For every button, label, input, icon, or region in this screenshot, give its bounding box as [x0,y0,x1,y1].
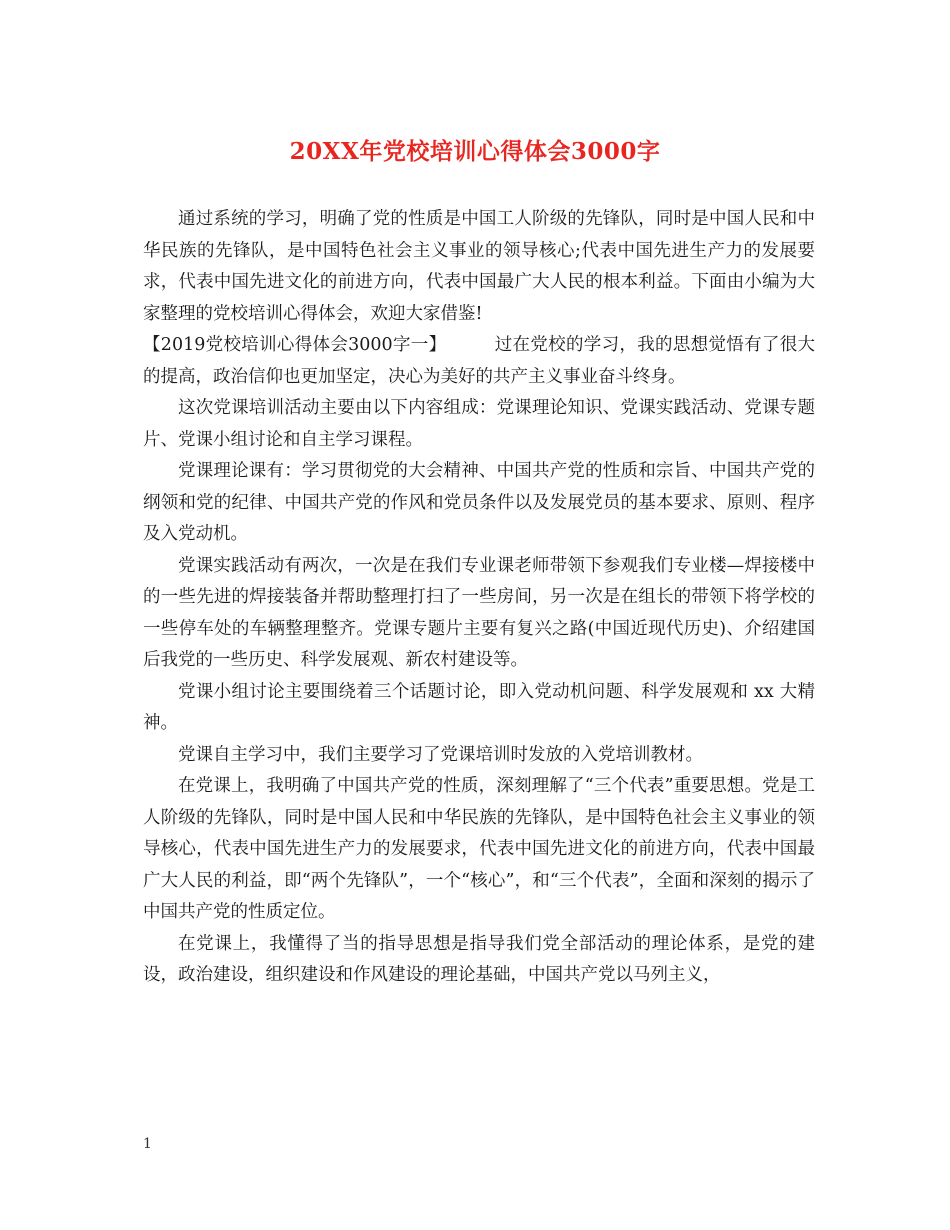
document-title: 20XX年党校培训心得体会3000字 [289,138,661,165]
body-paragraph: 在党课上，我懂得了当的指导思想是指导我们党全部活动的理论体系，是党的建设，政治建设，组织建设和作风建设的理论基础，中国共产党以马列主义， [143,933,815,985]
page-number: 1 [143,1136,152,1152]
section-first-text: 过在党校的学习，我的思想觉悟有了很大的提高，政治信仰也更加坚定，决心为美好的共产主义事业奋斗终身。 [143,335,816,387]
section-heading: 【2019党校培训心得体会3000字一】 [143,335,447,355]
body-paragraph: 这次党课培训活动主要由以下内容组成：党课理论知识、党课实践活动、党课专题片、党课小组讨论和自主学习课程。 [143,398,815,450]
body-paragraph: 在党课上，我明确了中国共产党的性质，深刻理解了“三个代表”重要思想。党是工人阶级的先锋队，同时是中国人民和中华民族的先锋队，是中国特色社会主义事业的领导核心，代表中国先进生产力的发展要求，代表中国先进文化的前进方向，代表中国最广大人民的利益，即“两个先锋队”，一个“核心”，和“三个代表”，全面和深刻的揭示了中国共产党的性质定位。 [143,776,815,922]
intro-paragraph: 通过系统的学习，明确了党的性质是中国工人阶级的先锋队，同时是中国人民和中华民族的先锋队，是中国特色社会主义事业的领导核心;代表中国先进生产力的发展要求，代表中国先进文化的前进方向，代表中国最广大人民的根本利益。下面由小编为大家整理的党校培训心得体会，欢迎大家借鉴! [143,209,815,324]
section-paragraph [143,330,815,393]
body-paragraph: 党课小组讨论主要围绕着三个话题讨论，即入党动机问题、科学发展观和 xx 大精神。 [143,681,815,733]
body-paragraph: 党课自主学习中，我们主要学习了党课培训时发放的入党培训教材。 [178,744,703,765]
body-paragraph: 党课实践活动有两次，一次是在我们专业课老师带领下参观我们专业楼—焊接楼中的一些先进的焊接装备并帮助整理打扫了一些房间，另一次是在组长的带领下将学校的一些停车处的车辆整理整齐。党课专题片主要有复兴之路(中国近现代历史)、介绍建国后我党的一些历史、科学发展观、新农村建设等。 [143,555,815,670]
document-body [143,204,815,992]
body-paragraph: 党课理论课有：学习贯彻党的大会精神、中国共产党的性质和宗旨、中国共产党的纲领和党的纪律、中国共产党的作风和党员条件以及发展党员的基本要求、原则、程序及入党动机。 [143,461,815,544]
